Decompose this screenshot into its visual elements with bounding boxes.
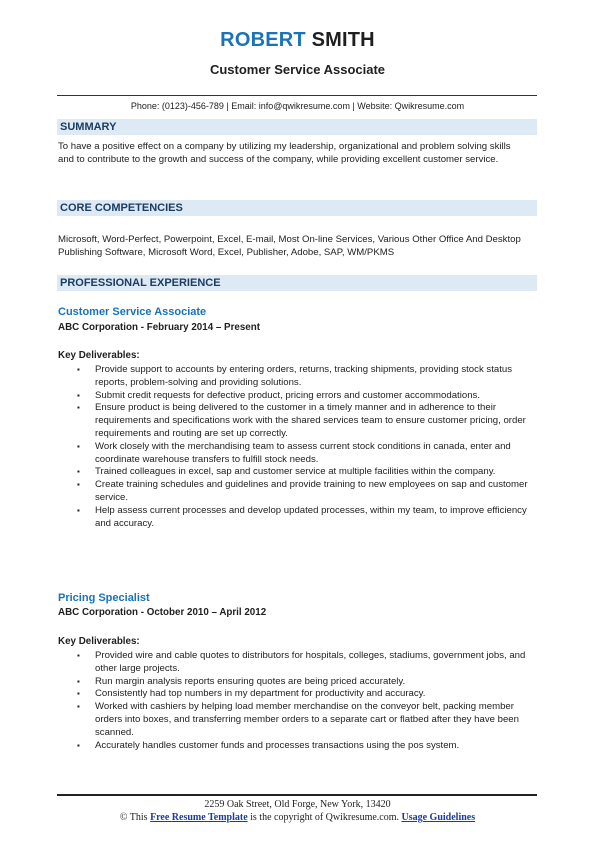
footer-copyright — [0, 811, 595, 824]
competencies-heading: CORE COMPETENCIES — [57, 200, 537, 216]
bullet-icon: ▪ — [77, 480, 80, 490]
header-divider — [57, 95, 537, 96]
list-item: ▪ Ensure product is being delivered to the customer in a timely manner and in adherence to their requirements and specifications work with the shared services team to ensure customer pricing, order requirements and routing are set up correctly. — [77, 402, 526, 439]
competencies-text: Microsoft, Word-Perfect, Powerpoint, Excel, E-mail, Most On-line Services, Various Other Office And Desktop Publishing Software, Microsoft Word, Excel, Publisher, Adobe, SAP, WM/PKMS — [58, 234, 521, 258]
list-item: ▪ Work closely with the merchandising team to assess current stock conditions in canada, enter and coordinate warehouse transfers to fulfill stock needs. — [77, 440, 511, 465]
bullet-icon: ▪ — [77, 403, 80, 413]
list-item: ▪ Consistently had top numbers in my department for productivity and accuracy. — [77, 688, 426, 700]
bullet-icon: ▪ — [77, 441, 80, 451]
bullet-icon: ▪ — [77, 689, 80, 699]
contact-line: Phone: (0123)-456-789 | Email: info@qwikresume.com | Website: Qwikresume.com — [130, 101, 465, 111]
list-item: ▪ Accurately handles customer funds and processes transactions using the pos system. — [77, 739, 460, 751]
copyright-prefix: © This — [119, 812, 148, 823]
bullet-icon: ▪ — [77, 365, 80, 374]
experience-heading: PROFESSIONAL EXPERIENCE — [57, 275, 537, 291]
usage-guidelines-link[interactable]: Usage Guidelines — [401, 812, 476, 823]
list-item: ▪ Trained colleagues in excel, sap and customer service at multiple facilities within the company. — [77, 466, 496, 478]
bullet-icon: ▪ — [77, 505, 80, 515]
bullet-icon: ▪ — [77, 702, 80, 712]
footer-address: 2259 Oak Street, Old Forge, New York, 13420 — [204, 799, 391, 810]
copyright-middle: is the copyright of Qwikresume.com. — [250, 812, 399, 823]
bullet-icon: ▪ — [77, 390, 80, 400]
summary-heading: SUMMARY — [57, 119, 537, 135]
list-item: ▪ Create training schedules and guidelines and provide training to new employees on sap and customer service. — [77, 479, 528, 503]
candidate-name — [0, 29, 595, 51]
key-deliverables-label: Key Deliverables: — [58, 350, 140, 361]
first-name: ROBERT — [220, 29, 306, 51]
job-title-heading: Customer Service Associate — [209, 62, 386, 77]
last-name: SMITH — [311, 29, 375, 51]
deliverables-list — [58, 364, 530, 530]
free-resume-template-link[interactable]: Free Resume Template — [150, 812, 248, 823]
summary-text: To have a positive effect on a company by utilizing my leadership, organizational and problem solving skills and to contribute to the growth and success of the company, while providing excellent customer service. — [58, 141, 511, 165]
list-item: ▪ Submit credit requests for defective product, pricing errors and customer accommodations. — [77, 389, 480, 401]
list-item: ▪ Worked with cashiers by helping load member merchandise on the conveyor belt, packing member orders into boxes, and transferring member orders to a separate cart or flatbed after they have been scanned. — [77, 701, 519, 738]
bullet-icon: ▪ — [77, 676, 80, 686]
list-item: ▪ Provide support to accounts by entering orders, returns, tracking shipments, providing stock status reports, problem-solving and providing solutions. — [77, 364, 513, 388]
list-item: ▪ Help assess current processes and develop updated processes, within my team, to improve efficiency and accuracy. — [77, 504, 527, 529]
footer-divider — [57, 794, 537, 796]
job-title: Customer Service Associate — [58, 306, 207, 318]
deliverables-list — [58, 650, 530, 752]
bullet-icon: ▪ — [77, 467, 80, 477]
job-title: Pricing Specialist — [58, 592, 150, 604]
bullet-icon: ▪ — [77, 651, 80, 660]
bullet-icon: ▪ — [77, 740, 80, 750]
key-deliverables-label: Key Deliverables: — [58, 636, 140, 647]
list-item: ▪ Provided wire and cable quotes to distributors for hospitals, colleges, stadiums, government jobs, and other large projects. — [77, 650, 526, 674]
list-item: ▪ Run margin analysis reports ensuring quotes are being priced accurately. — [77, 675, 406, 687]
job-company-dates: ABC Corporation - February 2014 – Present — [58, 322, 260, 333]
job-company-dates: ABC Corporation - October 2010 – April 2012 — [58, 607, 267, 618]
